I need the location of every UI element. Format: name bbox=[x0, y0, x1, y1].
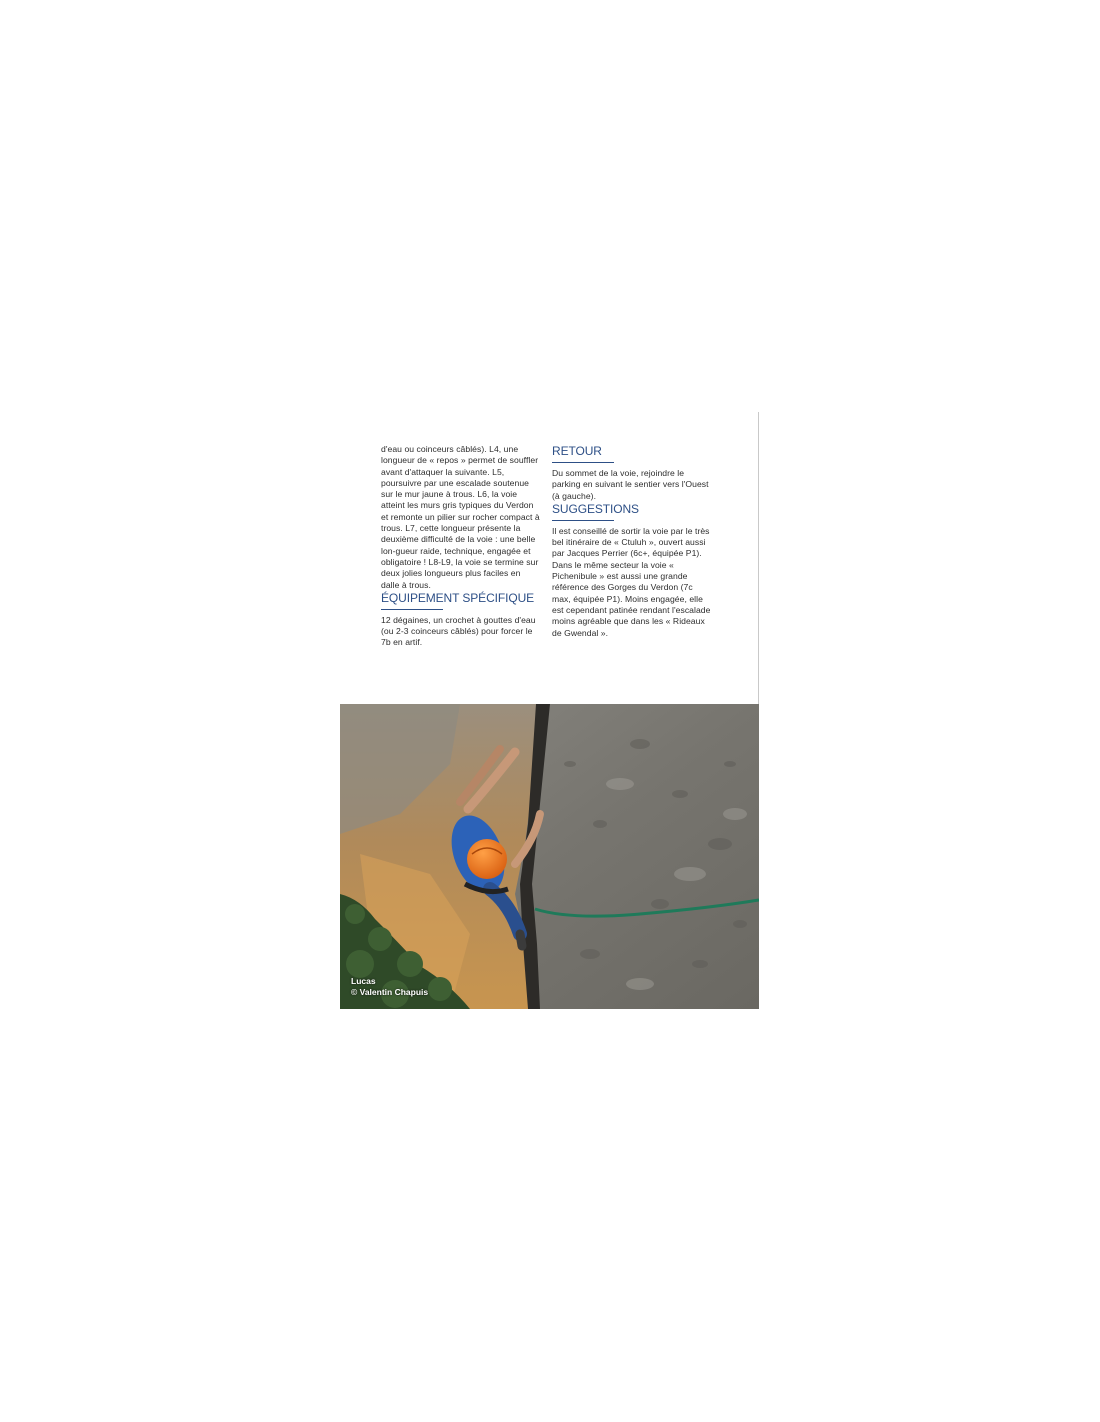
left-column bbox=[381, 444, 541, 649]
suggestions-text: Il est conseillé de sortir la voie par le très bel itinéraire de « Ctuluh », ouvert aussi par Jacques Perrier (6c+, équipée P1). Dans le même secteur la voie « Pichenibule » est aussi une grande référence des Gorges du Verdon (7c max, équipée P1). Moins engagée, elle est cependant patinée rendant l'escalade moins agréable que dans les « Rideaux de Gwendal ». bbox=[552, 525, 711, 638]
retour-heading: RETOUR bbox=[552, 444, 602, 458]
suggestions-heading-rule bbox=[552, 520, 614, 521]
page-edge-line bbox=[758, 412, 759, 704]
retour-heading-rule bbox=[552, 462, 614, 463]
caption-name: Lucas bbox=[351, 976, 376, 986]
equipment-text: 12 dégaines, un crochet à gouttes d'eau (ou 2-3 coinceurs câblés) pour forcer le 7b en artif. bbox=[381, 614, 536, 648]
retour-text: Du sommet de la voie, rejoindre le parking en suivant le sentier vers l'Ouest (à gauche). bbox=[552, 468, 709, 501]
photo-caption bbox=[351, 976, 428, 998]
equipment-heading-rule bbox=[381, 609, 443, 610]
caption-credit: © Valentin Chapuis bbox=[351, 987, 429, 997]
suggestions-heading: SUGGESTIONS bbox=[552, 501, 639, 516]
right-column bbox=[552, 444, 712, 639]
climber-photo bbox=[340, 704, 759, 1009]
equipment-heading: ÉQUIPEMENT SPÉCIFIQUE bbox=[381, 590, 535, 605]
route-description-text: d'eau ou coinceurs câblés). L4, une longueur de « repos » permet de souffler avant d'attaquer la suivante. L5, poursuivre par une escalade soutenue sur le mur jaune à trous. L6, la voie atteint les murs gris typiques du Verdon et remonte un pilier sur rocher compact à trous. L7, cette longueur présente la deuxième difficulté de la voie : une belle lon-gueur raide, technique, engagée et obligatoire ! L8-L9, la voie se termine sur deux jolies longueurs plus faciles en dalle à trous. bbox=[381, 444, 540, 590]
